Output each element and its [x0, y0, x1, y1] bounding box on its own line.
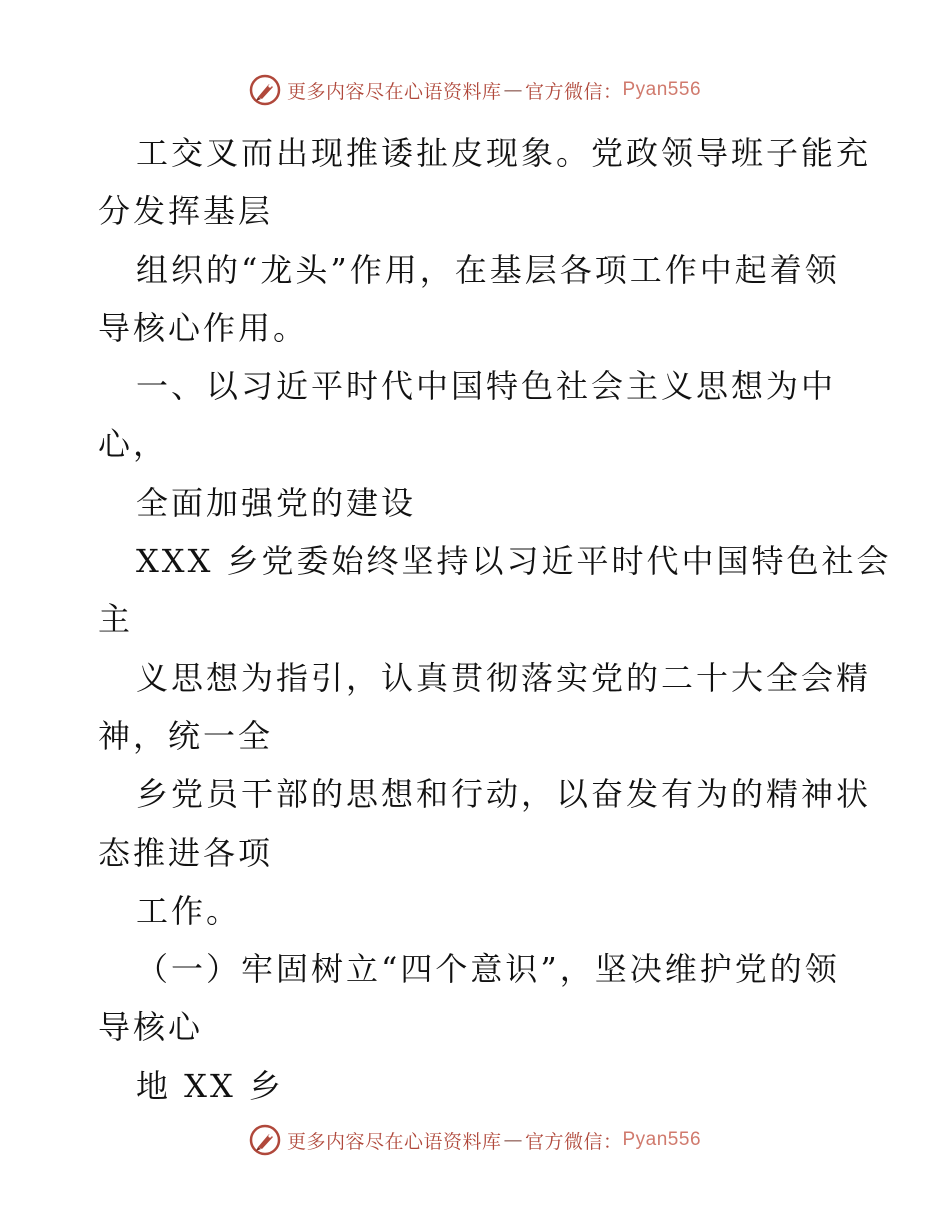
text-line: 一、以习近平时代中国特色社会主义思想为中 — [136, 367, 837, 406]
watermark-separator: — — [503, 79, 523, 101]
watermark-text: 更多内容尽在心语资料库 — [286, 80, 502, 103]
text-line: 组织的“龙头”作用，在基层各项工作中起着领 — [136, 250, 840, 289]
watermark-text: 更多内容尽在心语资料库 — [286, 1130, 502, 1153]
text-line: 地 XX 乡 — [136, 1066, 284, 1105]
text-line: 乡党员干部的思想和行动，以奋发有为的精神状 — [136, 775, 872, 814]
text-line: 态推进各项 — [98, 833, 274, 872]
text-line: 全面加强党的建设 — [136, 483, 417, 522]
watermark-wechat-id: Pyan556 — [622, 79, 702, 100]
text-line: 导核心 — [98, 1008, 204, 1047]
text-line: 导核心作用。 — [98, 308, 309, 347]
watermark-wechat-id: Pyan556 — [622, 1129, 702, 1150]
text-line: 工交叉而出现推诿扯皮现象。党政领导班子能充 — [136, 134, 872, 172]
text-line: （一）牢固树立“四个意识”，坚决维护党的领 — [136, 950, 840, 989]
text-line: 工作。 — [136, 891, 242, 930]
text-line: 神，统一全 — [98, 716, 274, 755]
text-line: 分发挥基层 — [98, 192, 274, 231]
document-body — [98, 124, 892, 1115]
text-line: 主 — [98, 600, 134, 639]
footer-watermark — [0, 1122, 950, 1158]
text-line: XXX 乡党委始终坚持以习近平时代中国特色社会 — [136, 542, 892, 581]
text-line: 义思想为指引，认真贯彻落实党的二十大全会精 — [136, 658, 872, 697]
watermark-separator: — — [503, 1129, 523, 1151]
text-line: 心， — [98, 425, 169, 464]
pen-logo-icon — [249, 1124, 281, 1156]
watermark-wechat-label: 官方微信： — [524, 80, 623, 103]
watermark-wechat-label: 官方微信： — [524, 1130, 623, 1153]
pen-logo-icon — [249, 74, 281, 106]
header-watermark — [0, 72, 950, 108]
